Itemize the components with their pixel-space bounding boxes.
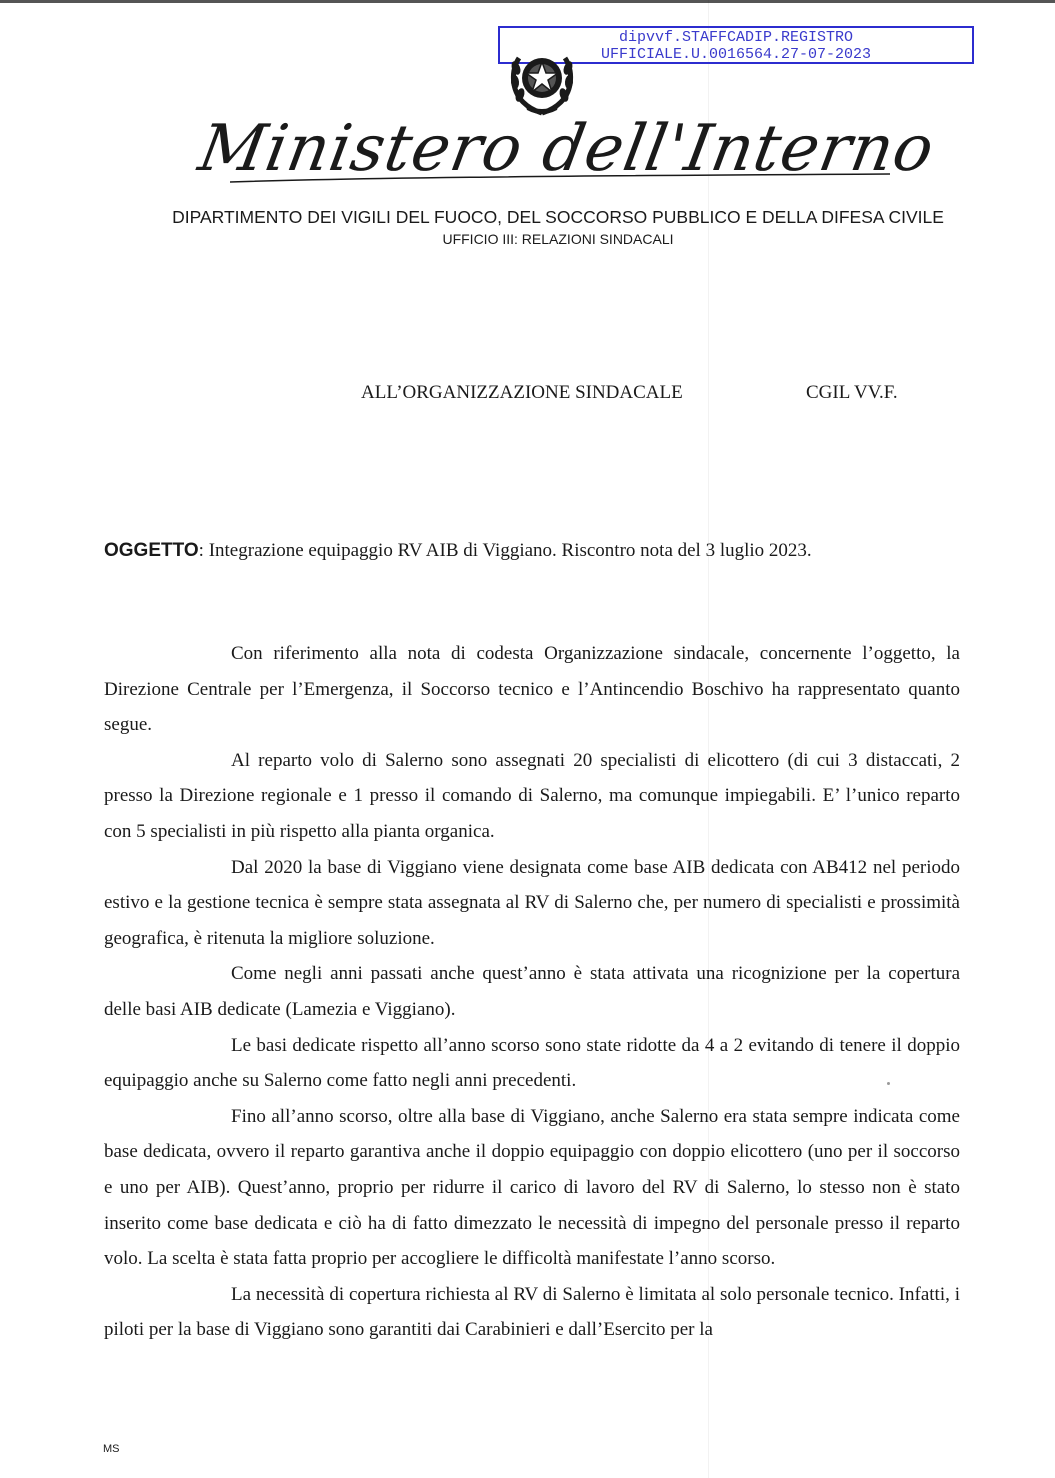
body-paragraph-7: La necessità di copertura richiesta al RV di Salerno è limitata al solo personale tecnico. Infatti, i piloti per la base di Viggiano sono garantiti dai Carabinieri e dall’Esercito per la (104, 1283, 960, 1341)
protocol-stamp-line-1: dipvvf.STAFFCADIP.REGISTRO (618, 29, 854, 46)
letter-body (104, 636, 960, 1348)
subject-text: : Integrazione equipaggio RV AIB di Viggiano. Riscontro nota del 3 luglio 2023. (198, 540, 812, 561)
footer-initials: MS (103, 1443, 120, 1455)
protocol-stamp-line-2: UFFICIALE.U.0016564.27-07-2023 (600, 46, 872, 63)
scan-speck (887, 1082, 890, 1085)
body-paragraph-4: Come negli anni passati anche quest’anno è stata attivata una ricognizione per la copertura delle basi AIB dedicate (Lamezia e Viggiano). (104, 963, 960, 1020)
ministry-title-flourish (230, 172, 890, 184)
body-paragraph-1: Con riferimento alla nota di codesta Organizzazione sindacale, concernente l’oggetto, la Direzione Centrale per l’Emergenza, il Soccorso tecnico e l’Antincendio Boschivo ha rappresentato quanto segue. (104, 643, 960, 736)
body-paragraph-6: Fino all’anno scorso, oltre alla base di Viggiano, anche Salerno era stata sempre indicata come base dedicata, ovvero il reparto garantiva anche il doppio equipaggio con doppio elicottero (uno per il soccorso e uno per AIB). Quest’anno, proprio per ridurre il carico di lavoro del RV di Salerno, lo stesso non è stato inserito come base dedicata e ciò ha di fatto dimezzato le necessità di impegno del personale presso il reparto volo. La scelta è stata fatta proprio per accogliere le difficoltà manifestate l’anno scorso. (104, 1105, 960, 1270)
recipient-union: CGIL VV.F. (806, 382, 898, 403)
body-paragraph-3: Dal 2020 la base di Viggiano viene designata come base AIB dedicata con AB412 nel periodo estivo e la gestione tecnica è sempre stata assegnata al RV di Salerno che, per numero di specialisti e prossimità geografica, è ritenuta la migliore soluzione. (104, 856, 960, 949)
body-paragraph-2: Al reparto volo di Salerno sono assegnati 20 specialisti di elicottero (di cui 3 distaccati, 2 presso la Direzione regionale e 1 presso il comando di Salerno, ma comunque impiegabili. E’ l’unico reparto con 5 specialisti in più rispetto alla pianta organica. (104, 749, 960, 842)
department-name: DIPARTIMENTO DEI VIGILI DEL FUOCO, DEL SOCCORSO PUBBLICO E DELLA DIFESA CIVILE (172, 207, 944, 227)
office-name: UFFICIO III: RELAZIONI SINDACALI (442, 231, 674, 247)
italian-republic-emblem-icon (507, 40, 577, 116)
scan-top-edge (0, 0, 1055, 3)
subject-label: OGGETTO (104, 540, 199, 561)
subject-line (104, 540, 812, 562)
recipient-organization: ALL’ORGANIZZAZIONE SINDACALE (361, 382, 683, 403)
ministry-title: Ministero dell'Interno (193, 112, 940, 186)
body-paragraph-5: Le basi dedicate rispetto all’anno scorso sono state ridotte da 4 a 2 evitando di tenere il doppio equipaggio anche su Salerno come fatto negli anni precedenti. (104, 1034, 960, 1092)
